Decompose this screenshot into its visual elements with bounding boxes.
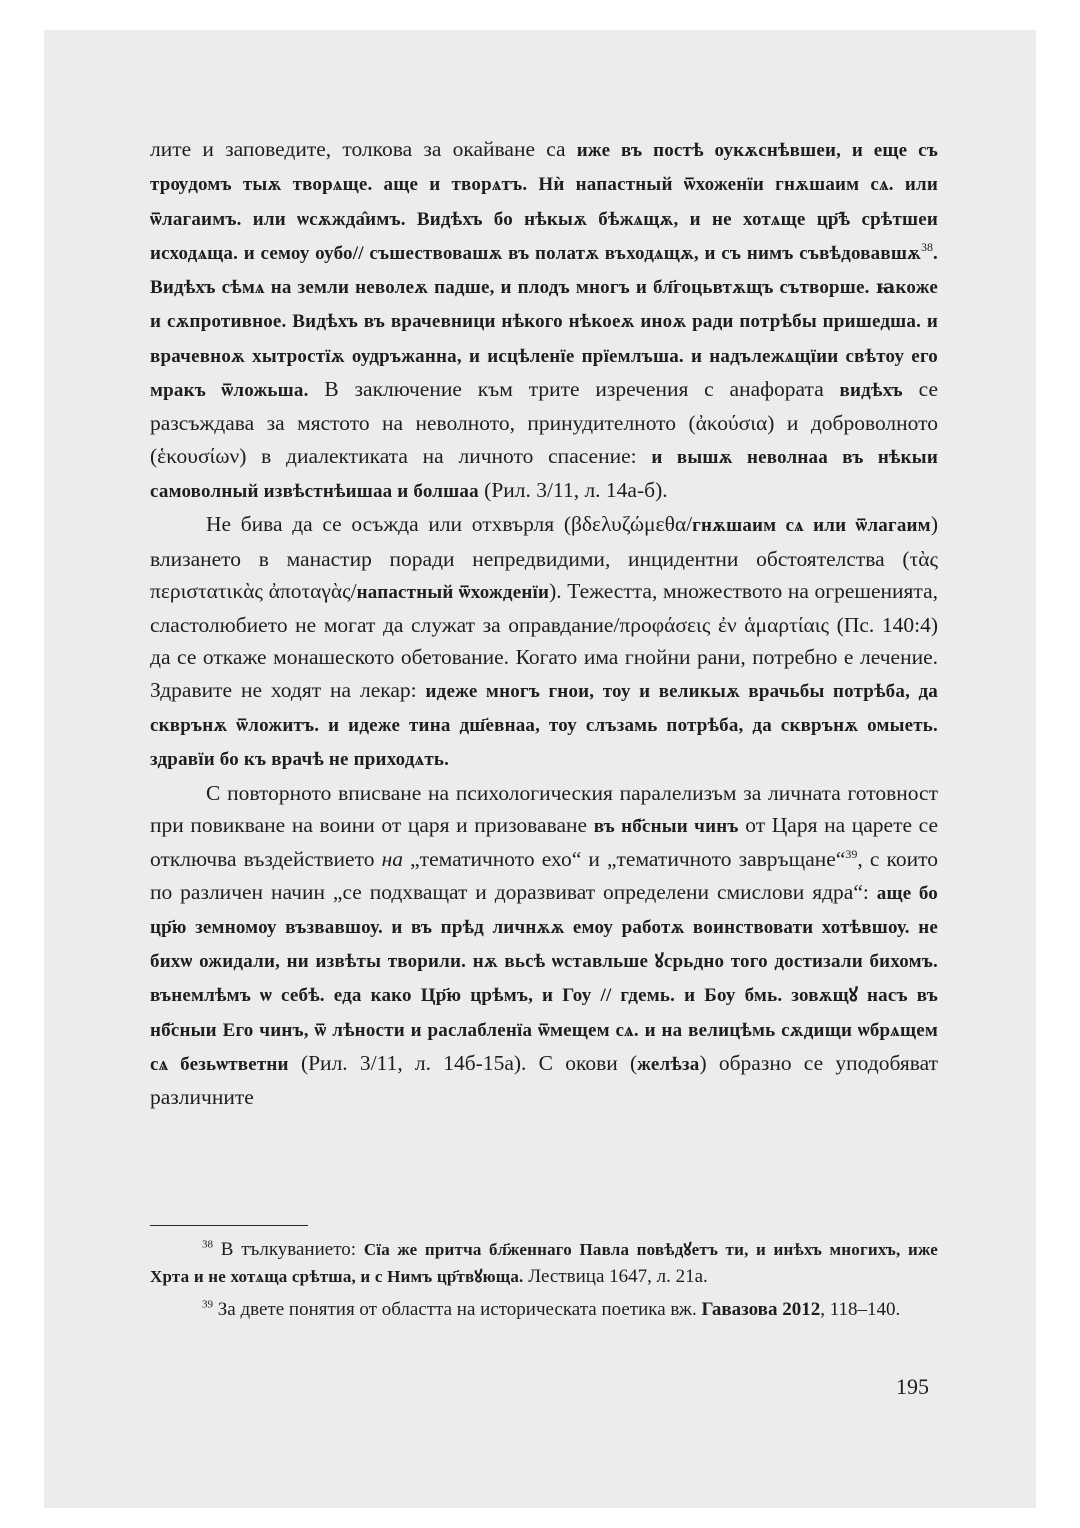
- old-slavonic-word: въ нб҃сныи чинъ: [593, 815, 739, 837]
- old-slavonic-word: напастный ѿхожденїи: [356, 581, 550, 603]
- footnote-ref-39[interactable]: 39: [845, 847, 858, 862]
- old-slavonic-quote: . Видѣхъ сѣмѧ на земли неволеѫ падше, и плодъ многъ и бл҃гоцьвтѫщъ сътворше. ꙗкоже и сѫпротивное. Видѣхъ въ врачевници нѣкого нѣкоеѫ иноѫ ради потрѣбы пришедша. и врачевноѫ хытростїѫ оудръжанна, и исцѣленїе прїемлъша. и надълежѧщїии свѣтоу его мракъ ѿложьша.: [150, 242, 938, 402]
- footnote-divider: [150, 1225, 308, 1226]
- old-slavonic-quote: Сїа же притча бл҃женнаго Павла повѣдꙋетъ ти, и инѣхъ многихъ, иже Хрта и не хотѧща срѣтша, и с Нимъ цр҃твꙋюща.: [150, 1240, 939, 1286]
- italic-word: на: [381, 847, 404, 872]
- footnote-ref-38[interactable]: 38: [921, 239, 934, 254]
- footnote-39: $^{39}$ За двете понятия от областта на историческата поетика вж. Гавазова 2012, 118–140.: [202, 1298, 901, 1320]
- old-slavonic-quote: иже въ постѣ оукѫснѣвшеи, и еще съ трѹдомъ тыѫ творѧще. аще и творѧтъ. Нѝ напастный ѿхоженїи гнѫшаим сѧ. или ѿлагаимъ. или ѡсѫжда̂имъ. Видѣхъ бо нѣкыѫ бѣжѧщѫ, и не хотѧще цр҃ѣ срѣтшеи исходѧща. и семоу оубо// съшествовашѫ въ полатѫ въходѧщѫ, и съ нимъ съвѣдовавшѫ: [150, 140, 938, 264]
- footnote-number: 38: [202, 1238, 213, 1251]
- old-slavonic-word: желѣза: [637, 1054, 700, 1076]
- page-number: 195: [896, 1374, 929, 1399]
- footnotes: [150, 1236, 938, 1329]
- bibliography-reference: Гавазова 2012: [701, 1299, 821, 1320]
- old-slavonic-quote: аще бо цр҃ю земномоу възвавшоу. и въ прѣд личнѫѫ емоу работѫ воинствовати хотѣвшоу. не бихѡ ожидали, ни извѣты творили. нѫ вьсѣ ѡставльше ꙋсрьдно того достизали бихомъ. вънемлѣмъ ѡ себѣ. еда како Цр҃ю црѣмъ, и Гоу // гдемь. и Боу бмь. зовѫщꙋ насъ въ нб҃сныи Его чинъ, ѿ лѣности и раслабленїа ѿмещем сѧ. и на велицѣмь сѫдищи ѡбрѧщем сѧ безьѡтветни: [150, 882, 938, 1076]
- footnote-number: 39: [202, 1298, 213, 1311]
- footnote-38: $^{38}$ В тълкуванието: Сїа же притча бл҃женнаго Павла повѣдꙋетъ ти, и инѣхъ многихъ, иже Хрта и не хотѧща срѣтша, и с Нимъ цр҃твꙋюща. Лествица 1647, л. 21а.: [150, 1238, 939, 1287]
- old-slavonic-quote: идеже многъ гнои, тоу и великыѫ врачьбы потрѣба, да скврънѫ ѿложитъ. и идеже тина дш҃евнаа, тоу слъзамь потрѣба, да скврънѫ омыеть. здравїи бо къ врачѣ не приходѧть.: [150, 680, 938, 771]
- old-slavonic-word: видѣхъ: [839, 380, 903, 402]
- paragraph-3: С повторното вписване на психологическия паралелизъм за личната готовност при повикване на воини от царя и призоваване въ нб҃сныи чинъ от Царя на царете се отключва въздействието на „тематичното ехо“ и „тематичното завръщане“$^{39}$, с които по различен начин „се подхващат и доразвиват определени смислови ядра“: аще бо цр҃ю земномоу възвавшоу. и въ прѣд личнѫѫ емоу работѫ воинствовати хотѣвшоу. не бихѡ ожидали, ни извѣты творили. нѫ вьсѣ ѡставльше ꙋсрьдно того достизали бихомъ. вънемлѣмъ ѡ себѣ. еда како Цр҃ю црѣмъ, и Гоу // гдемь. и Боу бмь. зовѫщꙋ насъ въ нб҃сныи Его чинъ, ѿ лѣности и раслабленїа ѿмещем сѧ. и на велицѣмь сѫдищи ѡбрѧщем сѧ безьѡтветни (Рил. 3/11, л. 14б-15а). С окови (желѣза) образно се уподобяват различните: [150, 780, 938, 1110]
- old-slavonic-word: гнѫшаим сѧ или ѿлагаим: [692, 515, 931, 537]
- old-slavonic-quote: и вышѫ неволнаа въ нѣкыи самоволный извѣстнѣишаа и болшаа: [150, 446, 938, 502]
- main-text: [150, 133, 938, 1114]
- paragraph-2: Не бива да се осъжда или отхвърля (βδελυζώμεθα/гнѫшаим сѧ или ѿлагаим) влизането в манастир поради непредвидими, инцидентни обстоятелства (τὰς περιστατικὰς ἀποταγὰς/напастный ѿхожденїи). Тежестта, множеството на огрешенията, сластолюбието не могат да служат за оправдание/προφάσεις ἐν ἁμαρτίαις (Пс. 140:4) да се откаже монашеското обетование. Когато има гнойни рани, потребно е лечение. Здравите не ходят на лекар: идеже многъ гнои, тоу и великыѫ врачьбы потрѣба, да скврънѫ ѿложитъ. и идеже тина дш҃евнаа, тоу слъзамь потрѣба, да скврънѫ омыеть. здравїи бо къ врачѣ не приходѧть.: [150, 512, 938, 771]
- paragraph-1: лите и заповедите, толкова за окайване са иже въ постѣ оукѫснѣвшеи, и еще съ трѹдомъ тыѫ творѧще. аще и творѧтъ. Нѝ напастный ѿхоженїи гнѫшаим сѧ. или ѿлагаимъ. или ѡсѫжда̂имъ. Видѣхъ бо нѣкыѫ бѣжѧщѫ, и не хотѧще цр҃ѣ срѣтшеи исходѧща. и семоу оубо// съшествовашѫ въ полатѫ въходѧщѫ, и съ нимъ съвѣдовавшѫ$^{38}$. Видѣхъ сѣмѧ на земли неволеѫ падше, и плодъ многъ и бл҃гоцьвтѫщъ сътворше. ꙗкоже и сѫпротивное. Видѣхъ въ врачевници нѣкого нѣкоеѫ иноѫ ради потрѣбы пришедша. и врачевноѫ хытростїѫ оудръжанна, и исцѣленїе прїемлъша. и надълежѧщїии свѣтоу его мракъ ѿложьша. В заключение към трите изречения с анафората видѣхъ се разсъждава за мястото на неволното, принудителното (ἀκούσια) и доброволното (ἑκουσίων) в диалектиката на личното спасение: и вышѫ неволнаа въ нѣкыи самоволный извѣстнѣишаа и болшаа (Рил. 3/11, л. 14а-б).: [150, 137, 938, 502]
